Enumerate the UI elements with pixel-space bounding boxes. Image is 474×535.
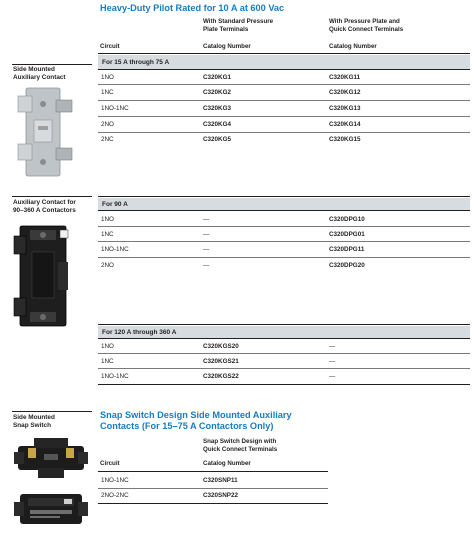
col-header-circuit: Circuit (100, 43, 120, 50)
table-row-circuit: 1NC (101, 231, 114, 238)
snap-col-header-line1: Snap Switch Design with (203, 438, 277, 445)
table-row-circuit: 1NO (101, 74, 114, 81)
table-row-standard: — (203, 262, 210, 269)
group-bottom-rule (98, 384, 470, 385)
section-band-2 (98, 198, 470, 210)
table-row-circuit: 2NO (101, 121, 114, 128)
side-label-3-line2: Snap Switch (13, 422, 51, 429)
row-divider (98, 132, 470, 133)
table-row-quick: — (329, 358, 336, 365)
snap-switch-bottom-image (14, 486, 88, 532)
table-title: Heavy-Duty Pilot Rated for 10 A at 600 Vac (100, 3, 285, 13)
col-header-standard-catalog: Catalog Number (203, 43, 251, 50)
side-label-1-line1: Side Mounted (13, 66, 55, 73)
table-row-circuit: 1NO-1NC (101, 373, 129, 380)
table-row-circuit: 1NO-1NC (101, 477, 129, 484)
side-rule-3 (12, 411, 92, 412)
row-divider (98, 100, 470, 101)
table-row-quick: C320DPG10 (329, 216, 365, 223)
side-label-1-line2: Auxiliary Contact (13, 74, 66, 81)
row-divider (98, 226, 470, 227)
table-row-standard: C320KGS21 (203, 358, 239, 365)
col-header-quick-line2: Quick Connect Terminals (329, 26, 404, 33)
aux-contact-grey-image (12, 86, 78, 180)
table-row-circuit: 2NC (101, 136, 114, 143)
table-row-standard: — (203, 246, 210, 253)
table-row-catalog: C320SNP22 (203, 492, 239, 499)
col-header-standard-line1: With Standard Pressure (203, 18, 274, 25)
section-rule-3 (98, 338, 470, 339)
row-divider (98, 116, 470, 117)
table-row-circuit: 1NC (101, 89, 114, 96)
table-row-standard: C320KG2 (203, 89, 232, 96)
table-row-circuit: 1NO-1NC (101, 246, 129, 253)
table-row-standard: C320KG3 (203, 105, 232, 112)
table-row-quick: C320DPG20 (329, 262, 365, 269)
col-header-standard-line2: Plate Terminals (203, 26, 249, 33)
col-header-quick-catalog: Catalog Number (329, 43, 377, 50)
row-divider (98, 257, 470, 258)
section-top-rule-3 (98, 324, 470, 325)
table-row-quick: C320KG14 (329, 121, 361, 128)
table-row-standard: — (203, 216, 210, 223)
side-label-2-line2: 90–360 A Contactors (13, 207, 76, 214)
section-label-1: For 15 A through 75 A (102, 59, 170, 66)
table-row-quick: C320KG15 (329, 136, 361, 143)
side-label-3-line1: Side Mounted (13, 414, 55, 421)
table-row-standard: C320KGS22 (203, 373, 239, 380)
snap-switch-top-image (14, 432, 88, 482)
snap-col-header-catalog: Catalog Number (203, 460, 251, 467)
table-row-quick: C320DPG11 (329, 246, 365, 253)
snap-header-rule (98, 471, 328, 472)
row-divider (98, 84, 470, 85)
snap-col-header-line2: Quick Connect Terminals (203, 446, 278, 453)
row-divider (98, 368, 470, 369)
side-rule-2 (12, 196, 92, 197)
table-row-standard: C320KG5 (203, 136, 232, 143)
section-rule-1 (98, 69, 470, 70)
section-label-3: For 120 A through 360 A (102, 329, 177, 336)
table-row-circuit: 2NO-2NC (101, 492, 129, 499)
row-divider (98, 488, 328, 489)
snap-table-title-line2: Contacts (For 15–75 A Contactors Only) (100, 421, 274, 431)
table-row-quick: — (329, 343, 336, 350)
snap-table-title-line1: Snap Switch Design Side Mounted Auxiliary (100, 410, 292, 420)
side-label-2-line1: Auxiliary Contact for (13, 199, 76, 206)
row-divider (98, 353, 470, 354)
snap-bottom-rule (98, 503, 328, 504)
table-row-circuit: 2NO (101, 262, 114, 269)
side-rule-1 (12, 64, 92, 65)
table-row-standard: C320KG4 (203, 121, 232, 128)
snap-col-header-circuit: Circuit (100, 460, 120, 467)
table-row-circuit: 1NC (101, 358, 114, 365)
table-row-quick: C320DPG01 (329, 231, 365, 238)
table-row-circuit: 1NO-1NC (101, 105, 129, 112)
col-header-quick-line1: With Pressure Plate and (329, 18, 400, 25)
table-row-standard: C320KGS20 (203, 343, 239, 350)
table-row-circuit: 1NO (101, 343, 114, 350)
row-divider (98, 241, 470, 242)
aux-contact-black-image (12, 222, 76, 330)
table-row-circuit: 1NO (101, 216, 114, 223)
section-rule-2 (98, 210, 470, 211)
table-row-quick: — (329, 373, 336, 380)
section-label-2: For 90 A (102, 201, 128, 208)
table-row-standard: C320KG1 (203, 74, 232, 81)
table-row-catalog: C320SNP11 (203, 477, 238, 484)
table-row-quick: C320KG12 (329, 89, 361, 96)
section-top-rule-2 (98, 196, 470, 197)
header-rule (98, 53, 470, 54)
table-row-quick: C320KG13 (329, 105, 361, 112)
table-row-standard: — (203, 231, 210, 238)
table-row-quick: C320KG11 (329, 74, 361, 81)
